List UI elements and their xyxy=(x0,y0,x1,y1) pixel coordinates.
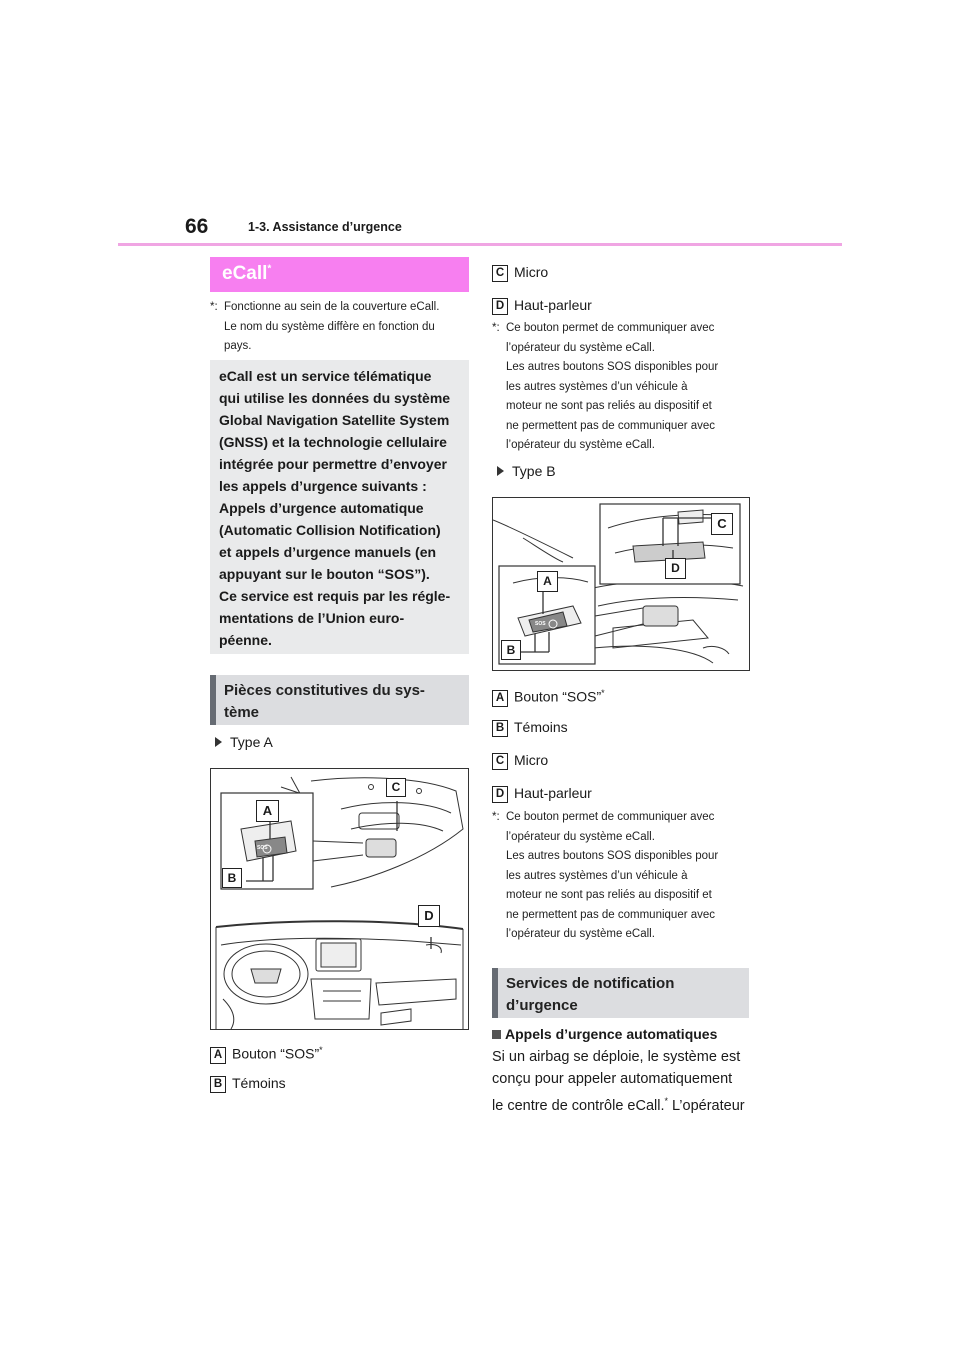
label-d-text: Haut-parleur xyxy=(514,785,592,801)
ecall-footnote-line3: pays. xyxy=(224,340,252,352)
footnote-line: Les autres boutons SOS disponibles pour xyxy=(506,850,719,862)
label-c-text: Micro xyxy=(514,752,549,768)
intro-line: Appels d’urgence automatique xyxy=(219,500,424,516)
label-a-mark: * xyxy=(601,688,605,698)
figure-type-a xyxy=(210,768,469,1030)
label-c-letter: C xyxy=(492,753,508,770)
intro-line: intégrée pour permettre d’envoyer xyxy=(219,456,447,472)
parts-heading-line2: tème xyxy=(224,703,260,721)
type-b-text: Type B xyxy=(512,463,556,479)
footnote-type-b xyxy=(492,808,757,945)
auto-calls-subheading xyxy=(492,1026,717,1042)
services-heading xyxy=(492,968,749,1018)
footnote-mark: *: xyxy=(210,301,218,313)
services-heading-line2: d’urgence xyxy=(506,996,578,1014)
intro-line: qui utilise les données du système xyxy=(219,390,451,406)
page-number: 66 xyxy=(185,215,209,238)
label-c xyxy=(492,750,548,770)
services-heading-text xyxy=(506,973,674,1016)
section-title: 1-3. Assistance d’urgence xyxy=(248,220,402,234)
parts-heading xyxy=(210,675,469,725)
label-b-letter: B xyxy=(492,720,508,737)
type-a-text: Type A xyxy=(230,734,273,750)
footnote-line: Les autres boutons SOS disponibles pour xyxy=(506,361,719,373)
label-b-letter: B xyxy=(210,1076,226,1093)
triangle-bullet-icon xyxy=(215,737,222,747)
auto-calls-subheading-text: Appels d’urgence automatiques xyxy=(505,1026,718,1042)
label-a-text: Bouton “SOS” xyxy=(514,688,602,705)
intro-line: (GNSS) et la technologie cellulaire xyxy=(219,434,447,450)
callout-c: C xyxy=(711,513,733,535)
footnote-text: Ce bouton permet de communiquer avec xyxy=(506,811,715,823)
footnote-line: l’opérateur du système eCall. xyxy=(506,830,655,843)
footnote-line: ne permettent pas de communiquer avec xyxy=(506,419,716,432)
label-d-letter: D xyxy=(492,786,508,803)
intro-line: péenne. xyxy=(219,632,272,648)
footnote-line: les autres systèmes d’un véhicule à xyxy=(506,380,688,393)
callout-a: A xyxy=(256,800,279,822)
intro-line: appuyant sur le bouton “SOS”). xyxy=(219,566,430,582)
services-body-text: L’opérateur xyxy=(668,1097,745,1114)
intro-box xyxy=(210,360,469,654)
intro-line: les appels d’urgence suivants : xyxy=(219,478,427,494)
sos-button-text: SOS xyxy=(535,621,546,627)
ecall-title-mark: * xyxy=(267,263,272,275)
label-c-letter: C xyxy=(492,265,508,282)
figure-type-b xyxy=(492,497,750,671)
footnote-line: moteur ne sont pas reliés au dispositif et xyxy=(506,400,712,412)
footnote-line: l’opérateur du système eCall. xyxy=(506,341,655,354)
square-bullet-icon xyxy=(492,1030,501,1039)
footnote-line: l’opérateur du système eCall. xyxy=(506,439,655,451)
intro-line: (Automatic Collision Notification) xyxy=(219,522,441,538)
footnote-line xyxy=(492,808,757,828)
ecall-title-text: eCall xyxy=(222,263,268,284)
triangle-bullet-icon xyxy=(497,466,504,476)
footnote-type-a xyxy=(492,319,757,456)
services-heading-line1: Services de notification xyxy=(506,975,675,992)
footnote-mark: *: xyxy=(492,811,500,823)
label-c-text: Micro xyxy=(514,264,549,280)
label-a-letter: A xyxy=(210,1047,226,1064)
services-body xyxy=(492,1046,760,1117)
label-d-top xyxy=(492,295,592,315)
label-a-text: Bouton “SOS” xyxy=(232,1045,320,1062)
parts-heading-text xyxy=(224,680,425,723)
footnote-line: les autres systèmes d’un véhicule à xyxy=(506,869,688,882)
intro-line: mentations de l’Union euro- xyxy=(219,610,405,626)
label-a-letter: A xyxy=(492,690,508,707)
callout-a: A xyxy=(537,571,558,592)
type-a-label xyxy=(215,734,273,750)
label-a xyxy=(492,683,605,707)
callout-d: D xyxy=(418,905,440,927)
services-body-line: Si un airbag se déploie, le système est xyxy=(492,1049,741,1065)
header-divider xyxy=(118,243,842,246)
ecall-heading xyxy=(210,257,469,292)
intro-text xyxy=(219,365,465,651)
label-a-mark: * xyxy=(319,1045,323,1055)
label-a xyxy=(210,1040,323,1064)
label-d xyxy=(492,783,592,803)
footnote-line: ne permettent pas de communiquer avec xyxy=(506,908,716,921)
footnote-line: moteur ne sont pas reliés au dispositif et xyxy=(506,889,712,901)
parts-heading-line1: Pièces constitutives du sys- xyxy=(224,682,425,699)
services-body-mark: * xyxy=(664,1096,669,1106)
footnote-text: Ce bouton permet de communiquer avec xyxy=(506,322,715,334)
footnote-line: l’opérateur du système eCall. xyxy=(506,928,655,940)
label-b xyxy=(210,1073,286,1093)
ecall-footnote-text1: Fonctionne au sein de la couverture eCall. xyxy=(224,301,440,313)
intro-line: et appels d’urgence manuels (en xyxy=(219,544,437,560)
label-b xyxy=(492,717,568,737)
ecall-footnote-line2: Le nom du système diffère en fonction du xyxy=(224,320,435,333)
figure-type-a-illustration xyxy=(211,769,468,1029)
callout-c: C xyxy=(386,778,406,797)
intro-line: Ce service est requis par les régle- xyxy=(219,588,451,604)
callout-d: D xyxy=(665,558,686,579)
services-body-line: conçu pour appeler automatiquement xyxy=(492,1071,733,1087)
services-body-line xyxy=(492,1090,760,1117)
label-d-letter: D xyxy=(492,298,508,315)
label-d-text: Haut-parleur xyxy=(514,297,592,313)
intro-line: Global Navigation Satellite System xyxy=(219,412,450,428)
intro-line: eCall est un service télématique xyxy=(219,368,432,384)
ecall-title xyxy=(222,263,271,285)
callout-b: B xyxy=(501,640,521,660)
label-c-top xyxy=(492,262,548,282)
label-b-text: Témoins xyxy=(232,1075,286,1091)
services-body-text: le centre de contrôle eCall. xyxy=(492,1097,665,1114)
callout-b: B xyxy=(222,868,242,888)
label-b-text: Témoins xyxy=(514,719,568,735)
footnote-line xyxy=(492,319,757,339)
sos-button-text: SOS xyxy=(257,845,268,851)
ecall-footnote-line1 xyxy=(210,298,470,318)
type-b-label xyxy=(497,463,556,479)
ecall-footnote xyxy=(210,298,470,357)
footnote-mark: *: xyxy=(492,322,500,334)
